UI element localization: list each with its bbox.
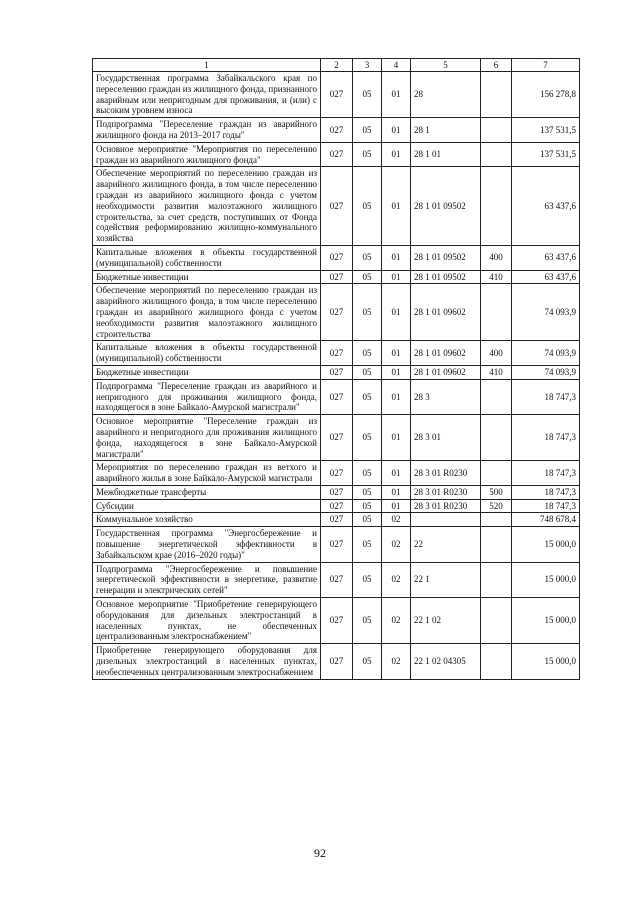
row-subsection-code: 02 bbox=[382, 527, 411, 562]
row-subsection-code: 01 bbox=[382, 461, 411, 486]
row-name-cell: Государственная программа "Энергосбережение и повышение энергетической эффективности в Забайкальском крае (2016–2020 годы)" bbox=[93, 527, 321, 562]
row-amount: 15 000,0 bbox=[512, 644, 580, 679]
row-amount: 156 278,8 bbox=[512, 72, 580, 118]
row-target-article-code: 28 3 01 R0230 bbox=[411, 485, 481, 499]
row-ministry-code: 027 bbox=[321, 167, 353, 246]
row-name-cell: Капитальные вложения в объекты государственной (муниципальной) собственности bbox=[93, 341, 321, 366]
row-section-code: 05 bbox=[353, 485, 382, 499]
row-amount: 63 437,6 bbox=[512, 270, 580, 284]
row-expense-type-code bbox=[481, 72, 512, 118]
table-row bbox=[93, 341, 580, 366]
row-target-article-code: 28 3 01 R0230 bbox=[411, 499, 481, 513]
row-subsection-code: 01 bbox=[382, 415, 411, 461]
row-section-code: 05 bbox=[353, 415, 382, 461]
row-ministry-code: 027 bbox=[321, 499, 353, 513]
row-amount: 18 747,3 bbox=[512, 461, 580, 486]
row-target-article-code: 22 1 bbox=[411, 562, 481, 597]
row-expense-type-code: 400 bbox=[481, 341, 512, 366]
row-expense-type-code bbox=[481, 118, 512, 143]
row-section-code: 05 bbox=[353, 461, 382, 486]
row-name-cell: Субсидии bbox=[93, 499, 321, 513]
row-ministry-code: 027 bbox=[321, 142, 353, 167]
row-subsection-code: 01 bbox=[382, 72, 411, 118]
row-target-article-code: 28 3 01 bbox=[411, 415, 481, 461]
row-section-code: 05 bbox=[353, 513, 382, 527]
row-subsection-code: 01 bbox=[382, 284, 411, 341]
row-name-cell: Подпрограмма "Переселение граждан из аварийного и непригодного для проживания жилищного фонда, находящегося в зоне Байкало-Амурской магистрали" bbox=[93, 379, 321, 414]
row-target-article-code: 22 1 02 bbox=[411, 598, 481, 644]
row-section-code: 05 bbox=[353, 284, 382, 341]
row-name-cell: Основное мероприятие "Мероприятия по переселению граждан из аварийного жилищного фонда" bbox=[93, 142, 321, 167]
page-number: 92 bbox=[314, 846, 326, 860]
column-header-1: 1 bbox=[93, 59, 321, 72]
row-section-code: 05 bbox=[353, 341, 382, 366]
row-subsection-code: 01 bbox=[382, 118, 411, 143]
row-expense-type-code bbox=[481, 415, 512, 461]
row-expense-type-code: 400 bbox=[481, 245, 512, 270]
column-header-7: 7 bbox=[512, 59, 580, 72]
row-section-code: 05 bbox=[353, 499, 382, 513]
row-name-cell: Приобретение генерирующего оборудования для дизельных электростанций в населенных пунктах, необеспеченных централизованным электроснабжением bbox=[93, 644, 321, 679]
table-row bbox=[93, 499, 580, 513]
row-section-code: 05 bbox=[353, 598, 382, 644]
row-ministry-code: 027 bbox=[321, 118, 353, 143]
row-ministry-code: 027 bbox=[321, 72, 353, 118]
table-row bbox=[93, 284, 580, 341]
row-amount: 74 093,9 bbox=[512, 365, 580, 379]
row-name-cell: Государственная программа Забайкальского края по переселению граждан из жилищного фонда, признанного аварийным или непригодным для проживания, и (или) с высоким уровнем износа bbox=[93, 72, 321, 118]
table-row bbox=[93, 513, 580, 527]
row-target-article-code bbox=[411, 513, 481, 527]
row-ministry-code: 027 bbox=[321, 365, 353, 379]
row-amount: 137 531,5 bbox=[512, 118, 580, 143]
row-target-article-code: 28 3 bbox=[411, 379, 481, 414]
table-row bbox=[93, 118, 580, 143]
table-row bbox=[93, 245, 580, 270]
table-row bbox=[93, 167, 580, 246]
row-name-cell: Подпрограмма "Переселение граждан из аварийного жилищного фонда на 2013–2017 годы" bbox=[93, 118, 321, 143]
row-target-article-code: 28 1 bbox=[411, 118, 481, 143]
table-row bbox=[93, 644, 580, 679]
row-name-cell: Межбюджетные трансферты bbox=[93, 485, 321, 499]
row-name-cell: Мероприятия по переселению граждан из ветхого и аварийного жилья в зоне Байкало-Амурской магистрали bbox=[93, 461, 321, 486]
table-row bbox=[93, 461, 580, 486]
row-expense-type-code bbox=[481, 284, 512, 341]
row-amount: 74 093,9 bbox=[512, 284, 580, 341]
row-subsection-code: 02 bbox=[382, 644, 411, 679]
row-subsection-code: 01 bbox=[382, 365, 411, 379]
row-amount: 748 678,4 bbox=[512, 513, 580, 527]
row-expense-type-code: 410 bbox=[481, 365, 512, 379]
row-target-article-code: 28 1 01 09502 bbox=[411, 167, 481, 246]
row-ministry-code: 027 bbox=[321, 245, 353, 270]
table-row bbox=[93, 562, 580, 597]
column-header-4: 4 bbox=[382, 59, 411, 72]
row-ministry-code: 027 bbox=[321, 415, 353, 461]
row-amount: 18 747,3 bbox=[512, 379, 580, 414]
row-target-article-code: 28 bbox=[411, 72, 481, 118]
row-target-article-code: 28 1 01 09602 bbox=[411, 341, 481, 366]
row-subsection-code: 01 bbox=[382, 341, 411, 366]
row-name-cell: Обеспечение мероприятий по переселению граждан из аварийного жилищного фонда, в том числе переселению граждан из аварийного жилищного фонда с учетом необходимости развития малоэтажного жилищного строительства bbox=[93, 284, 321, 341]
column-header-6: 6 bbox=[481, 59, 512, 72]
row-section-code: 05 bbox=[353, 379, 382, 414]
row-subsection-code: 01 bbox=[382, 379, 411, 414]
row-subsection-code: 02 bbox=[382, 513, 411, 527]
row-name-cell: Основное мероприятие "Приобретение генерирующего оборудования для дизельных электростанций в населенных пунктах, не обеспеченных централизованным электроснабжением" bbox=[93, 598, 321, 644]
row-ministry-code: 027 bbox=[321, 598, 353, 644]
column-header-5: 5 bbox=[411, 59, 481, 72]
table-body bbox=[93, 72, 580, 680]
row-ministry-code: 027 bbox=[321, 284, 353, 341]
row-amount: 15 000,0 bbox=[512, 598, 580, 644]
row-section-code: 05 bbox=[353, 167, 382, 246]
row-amount: 74 093,9 bbox=[512, 341, 580, 366]
row-target-article-code: 28 1 01 09502 bbox=[411, 245, 481, 270]
row-name-cell: Коммунальное хозяйство bbox=[93, 513, 321, 527]
budget-table bbox=[92, 58, 580, 680]
table-row bbox=[93, 598, 580, 644]
row-name-cell: Обеспечение мероприятий по переселению граждан из аварийного жилищного фонда, в том числе переселению граждан из аварийного жилищного фонда с учетом необходимости развития малоэтажного жилищного строительства, за счет средств, поступивших от Фонда содействия реформированию жилищно-коммунального хозяйства bbox=[93, 167, 321, 246]
row-section-code: 05 bbox=[353, 527, 382, 562]
row-section-code: 05 bbox=[353, 562, 382, 597]
row-expense-type-code: 500 bbox=[481, 485, 512, 499]
row-ministry-code: 027 bbox=[321, 341, 353, 366]
row-ministry-code: 027 bbox=[321, 513, 353, 527]
row-amount: 137 531,5 bbox=[512, 142, 580, 167]
row-expense-type-code bbox=[481, 527, 512, 562]
row-section-code: 05 bbox=[353, 365, 382, 379]
row-target-article-code: 28 1 01 09602 bbox=[411, 365, 481, 379]
row-name-cell: Подпрограмма "Энергосбережение и повышение энергетической эффективности в энергетике, развитие генерации и электрических сетей" bbox=[93, 562, 321, 597]
row-expense-type-code bbox=[481, 142, 512, 167]
row-amount: 63 437,6 bbox=[512, 245, 580, 270]
row-expense-type-code bbox=[481, 379, 512, 414]
table-row bbox=[93, 365, 580, 379]
row-expense-type-code: 410 bbox=[481, 270, 512, 284]
row-subsection-code: 01 bbox=[382, 245, 411, 270]
row-ministry-code: 027 bbox=[321, 562, 353, 597]
row-amount: 18 747,3 bbox=[512, 415, 580, 461]
row-ministry-code: 027 bbox=[321, 379, 353, 414]
row-expense-type-code: 520 bbox=[481, 499, 512, 513]
row-target-article-code: 22 bbox=[411, 527, 481, 562]
row-ministry-code: 027 bbox=[321, 644, 353, 679]
table-header-row bbox=[93, 59, 580, 72]
row-ministry-code: 027 bbox=[321, 527, 353, 562]
row-name-cell: Бюджетные инвестиции bbox=[93, 270, 321, 284]
row-expense-type-code bbox=[481, 598, 512, 644]
column-header-2: 2 bbox=[321, 59, 353, 72]
row-ministry-code: 027 bbox=[321, 270, 353, 284]
row-expense-type-code bbox=[481, 513, 512, 527]
table-row bbox=[93, 485, 580, 499]
row-target-article-code: 28 1 01 bbox=[411, 142, 481, 167]
row-target-article-code: 28 1 01 09602 bbox=[411, 284, 481, 341]
row-amount: 18 747,3 bbox=[512, 499, 580, 513]
table-row bbox=[93, 270, 580, 284]
table-row bbox=[93, 379, 580, 414]
budget-document-page bbox=[92, 58, 579, 680]
row-subsection-code: 02 bbox=[382, 598, 411, 644]
row-target-article-code: 28 3 01 R0230 bbox=[411, 461, 481, 486]
row-name-cell: Капитальные вложения в объекты государственной (муниципальной) собственности bbox=[93, 245, 321, 270]
row-amount: 63 437,6 bbox=[512, 167, 580, 246]
row-amount: 18 747,3 bbox=[512, 485, 580, 499]
row-amount: 15 000,0 bbox=[512, 527, 580, 562]
row-subsection-code: 01 bbox=[382, 499, 411, 513]
row-section-code: 05 bbox=[353, 270, 382, 284]
row-expense-type-code bbox=[481, 461, 512, 486]
row-name-cell: Бюджетные инвестиции bbox=[93, 365, 321, 379]
table-row bbox=[93, 72, 580, 118]
row-expense-type-code bbox=[481, 562, 512, 597]
row-ministry-code: 027 bbox=[321, 461, 353, 486]
row-section-code: 05 bbox=[353, 245, 382, 270]
row-name-cell: Основное мероприятие "Переселение граждан из аварийного и непригодного для проживания жилищного фонда, находящегося в зоне Байкало-Амурской магистрали" bbox=[93, 415, 321, 461]
row-subsection-code: 01 bbox=[382, 142, 411, 167]
row-subsection-code: 01 bbox=[382, 270, 411, 284]
row-subsection-code: 02 bbox=[382, 562, 411, 597]
row-expense-type-code bbox=[481, 167, 512, 246]
row-section-code: 05 bbox=[353, 118, 382, 143]
table-row bbox=[93, 415, 580, 461]
row-subsection-code: 01 bbox=[382, 167, 411, 246]
row-target-article-code: 28 1 01 09502 bbox=[411, 270, 481, 284]
row-ministry-code: 027 bbox=[321, 485, 353, 499]
row-expense-type-code bbox=[481, 644, 512, 679]
row-section-code: 05 bbox=[353, 644, 382, 679]
row-section-code: 05 bbox=[353, 142, 382, 167]
row-target-article-code: 22 1 02 04305 bbox=[411, 644, 481, 679]
table-row bbox=[93, 527, 580, 562]
row-amount: 15 000,0 bbox=[512, 562, 580, 597]
row-section-code: 05 bbox=[353, 72, 382, 118]
table-row bbox=[93, 142, 580, 167]
column-header-3: 3 bbox=[353, 59, 382, 72]
row-subsection-code: 01 bbox=[382, 485, 411, 499]
